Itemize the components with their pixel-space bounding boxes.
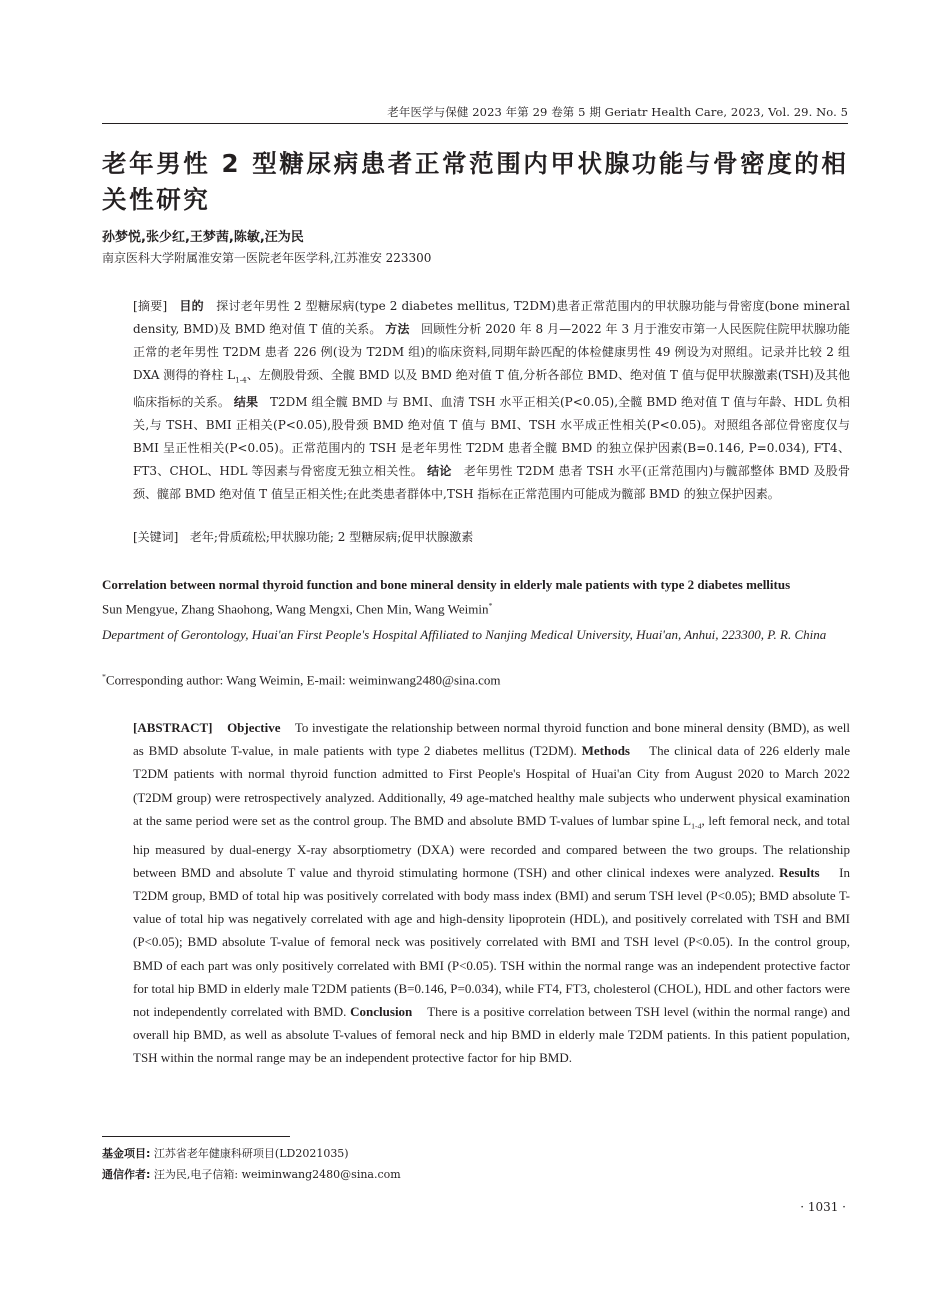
contact-text: 汪为民,电子信箱: weiminwang2480@sina.com xyxy=(153,1168,401,1181)
footnote-fund xyxy=(102,1145,349,1161)
english-affiliation: Department of Gerontology, Huai'an First People's Hospital Affiliated to Nanjing Medical University, Huai'an, Anhui, 223300, P. R. China xyxy=(102,627,827,642)
en-abstract-label: [ABSTRACT] xyxy=(133,720,213,735)
en-conclusion-text: There is a positive correlation between TSH level (within the normal range) and overall hip BMD, as well as absolute T-values of femoral neck and hip BMD in elderly male T2DM patients. In this patient population, TSH within the normal range may be an independent protective factor for hip BMD. xyxy=(133,1004,851,1066)
en-results-label: Results xyxy=(779,864,820,880)
cn-methods-subscript: 1-4 xyxy=(235,375,247,385)
cn-methods-label: 方法 xyxy=(385,322,410,336)
cn-conclusion-label: 结论 xyxy=(427,464,452,479)
fund-text: 江苏省老年健康科研项目(LD2021035) xyxy=(153,1147,349,1160)
en-objective-label: Objective xyxy=(227,720,281,735)
chinese-title: 老年男性 2 型糖尿病患者正常范围内甲状腺功能与骨密度的相关性研究 xyxy=(102,149,849,214)
fund-label: 基金项目: xyxy=(102,1147,151,1160)
cn-abstract-label: [摘要] xyxy=(133,299,168,313)
cn-results-text: T2DM 组全髋 BMD 与 BMI、血清 TSH 水平正相关(P<0.05),全髋 BMD 绝对值 T 值与年龄、HDL 负相关,与 TSH、BMI 正相关(P<0.05),股骨颈 BMD 绝对值 T 值与 BMI、TSH 水平成正性相关(P<0.05)。对照组各部位骨密度仅与 BMI 呈正性相关(P<0.05)。正常范围内的 TSH 是老年男性 T2DM 患者全髋 BMD 的独立保护因素(B=0.146, P=0.034), FT4、FT3、CHOL、HDL 等因素与骨密度无独立相关性。 xyxy=(133,395,850,479)
chinese-affiliation: 南京医科大学附属淮安第一医院老年医学科,江苏淮安 223300 xyxy=(102,251,432,265)
cn-methods-text-b: 、左侧股骨颈、全髋 BMD 以及 BMD 绝对值 T 值,分析各部位 BMD、绝对值 T 值与促甲状腺激素(TSH)及其他临床指标的关系。 xyxy=(133,368,850,410)
english-title: Correlation between normal thyroid function and bone mineral density in elderly male patients with type 2 diabetes mellitus xyxy=(102,577,791,592)
cn-keywords-label: [关键词] xyxy=(133,530,179,544)
cn-objective-text: 探讨老年男性 2 型糖尿病(type 2 diabetes mellitus, T2DM)患者正常范围内的甲状腺功能与骨密度(bone mineral density, BMD)及 BMD 绝对值 T 值的关系。 xyxy=(133,299,850,336)
footnote-divider xyxy=(102,1136,290,1137)
running-head: 老年医学与保健 2023 年第 29 卷第 5 期 Geriatr Health Care, 2023, Vol. 29. No. 5 xyxy=(102,104,848,124)
chinese-keywords xyxy=(133,528,473,545)
en-author-mark: * xyxy=(488,601,493,610)
en-authors-text: Sun Mengyue, Zhang Shaohong, Wang Mengxi, Chen Min, Wang Weimin xyxy=(102,601,489,617)
chinese-authors: 孙梦悦,张少红,王梦茜,陈敏,汪为民 xyxy=(102,230,304,245)
cn-conclusion-text: 老年男性 T2DM 患者 TSH 水平(正常范围内)与髋部整体 BMD 及股骨颈、髋部 BMD 绝对值 T 值呈正相关性;在此类患者群体中,TSH 指标在正常范围内可能成为髋部 BMD 的独立保护因素。 xyxy=(133,464,850,502)
en-methods-text-b: , left femoral neck, and total hip measured by dual-energy X-ray absorptiometry (DXA) were recorded and compared between the two groups. The relationship between BMD and absolute T value and thyroid stimulating hormone (TSH) and other clinical indexes were analyzed. xyxy=(133,812,850,880)
page-number: · 1031 · xyxy=(800,1200,846,1214)
english-authors xyxy=(102,601,492,617)
en-methods-label: Methods xyxy=(581,743,630,759)
cn-results-label: 结果 xyxy=(233,395,259,410)
en-conclusion-label: Conclusion xyxy=(350,1004,413,1020)
cn-keywords-text: 老年;骨质疏松;甲状腺功能; 2 型糖尿病;促甲状腺激素 xyxy=(189,530,474,544)
en-corr-mark: * xyxy=(102,672,106,681)
en-corr-text: Corresponding author: Wang Weimin, E-mail: weiminwang2480@sina.com xyxy=(105,672,501,688)
footnote-contact xyxy=(102,1166,401,1182)
cn-methods-text-a: 回顾性分析 2020 年 8 月—2022 年 3 月于淮安市第一人民医院住院甲状腺功能正常的老年男性 T2DM 患者 226 例(设为 T2DM 组)的临床资料,同期年龄匹配的体检健康男性 49 例设为对照组。记录并比较 2 组 DXA 测得的脊柱 L xyxy=(133,322,850,382)
contact-label: 通信作者: xyxy=(102,1168,151,1181)
cn-objective-label: 目的 xyxy=(179,299,204,313)
chinese-abstract xyxy=(133,295,850,506)
english-abstract xyxy=(133,716,850,1070)
en-methods-text-a: The clinical data of 226 elderly male T2DM patients with normal thyroid function admitted to First People's Hospital of Huai'an City from August 2020 to March 2022 (T2DM group) were retrospectively analyzed. Additionally, 49 age-matched healthy male subjects who underwent physical examination at the same period were set as the control group. The BMD and absolute BMD T-values of lumbar spine L xyxy=(133,743,851,828)
en-results-text: In T2DM group, BMD of total hip was positively correlated with body mass index (BMI) and serum TSH level (P<0.05); BMD absolute T-value of total hip was negatively correlated with age and high-density lipoprotein (HDL), and positively correlated with TSH and BMI (P<0.05); BMD absolute T-value of femoral neck was positively correlated with BMI and TSH level (P<0.05). In the control group, BMD of each part was only positively correlated with BMI (P<0.05). TSH within the normal range was an independent protective factor for total hip BMD in elderly male T2DM patients (B=0.146, P=0.034), while FT4, FT3, cholesterol (CHOL), HDL and other factors were not independently correlated with BMD. xyxy=(133,864,851,1020)
en-objective-text: To investigate the relationship between normal thyroid function and bone mineral density (BMD), as well as BMD absolute T-value, in male patients with type 2 diabetes mellitus (T2DM). xyxy=(133,720,851,759)
en-methods-subscript: 1-4 xyxy=(691,821,702,831)
corresponding-author xyxy=(102,672,501,688)
